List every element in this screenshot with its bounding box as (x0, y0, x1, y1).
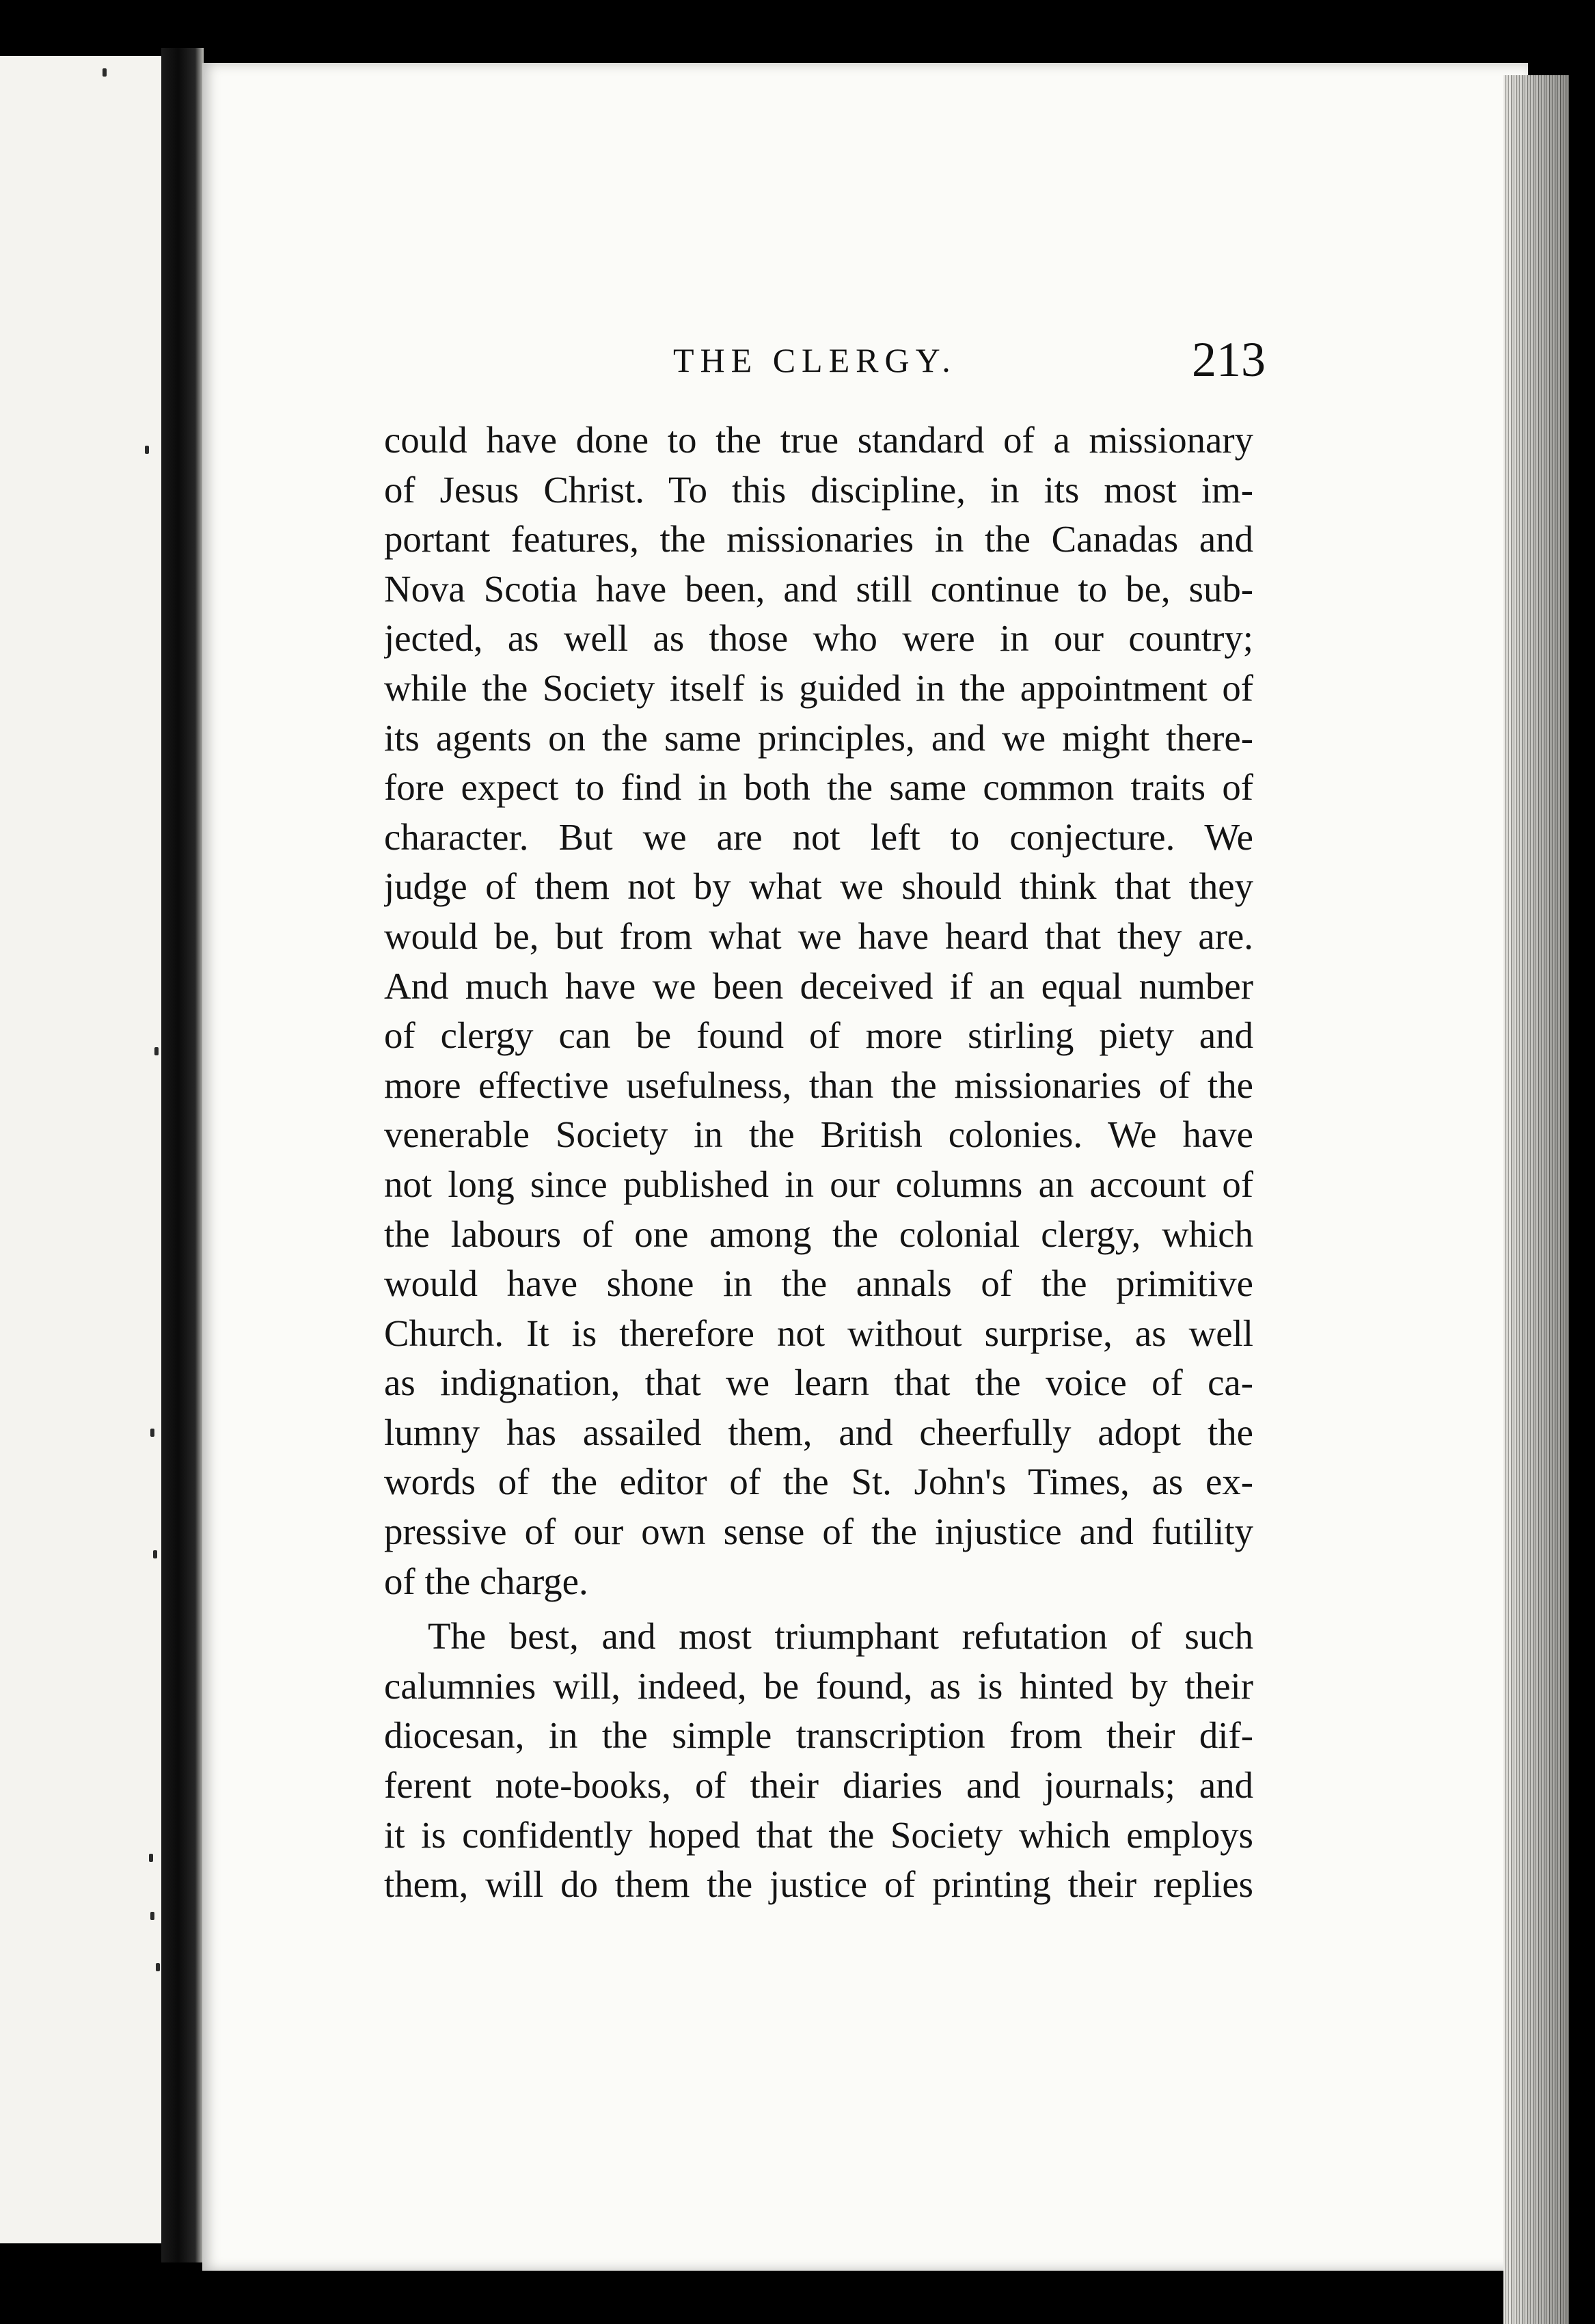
page-number: 213 (1192, 332, 1266, 387)
text-line: Church. It is therefore not without surprise, as well (384, 1312, 1253, 1354)
text-line: venerable Society in the British colonies. We have (384, 1113, 1253, 1156)
text-line: of clergy can be found of more stirling piety and (384, 1014, 1253, 1057)
text-line: diocesan, in the simple transcription from their dif- (384, 1714, 1253, 1757)
page-stack-shadow (1503, 75, 1569, 2324)
running-head: THE CLERGY. (673, 341, 957, 379)
text-line: character. But we are not left to conjecture. We (384, 815, 1253, 858)
paragraph-2 (384, 1612, 1253, 1910)
ink-speck (103, 68, 107, 77)
ink-speck (154, 1047, 159, 1055)
text-line: fore expect to find in both the same common traits of (384, 766, 1253, 809)
text-line: words of the editor of the St. John's Times, as ex- (384, 1461, 1253, 1503)
text-line: as indignation, that we learn that the voice of ca- (384, 1362, 1253, 1404)
previous-page-edge (0, 56, 161, 2243)
text-line: of the charge. (384, 1560, 588, 1602)
text-line: ferent note-books, of their diaries and journals; and (384, 1764, 1253, 1807)
text-line: And much have we been deceived if an equal number (384, 964, 1253, 1007)
text-line: its agents on the same principles, and we might there- (384, 716, 1253, 759)
paragraph-gap (384, 1606, 1253, 1612)
text-line: lumny has assailed them, and cheerfully adopt the (384, 1411, 1253, 1453)
book-gutter (161, 48, 204, 2262)
paragraph-1 (384, 416, 1253, 1606)
ink-speck (150, 1912, 154, 1920)
text-line: of Jesus Christ. To this discipline, in its most im- (384, 468, 1253, 511)
text-line: calumnies will, indeed, be found, as is hinted by their (384, 1664, 1253, 1707)
ink-speck (156, 1963, 160, 1971)
body-text (384, 416, 1253, 1910)
text-line: them, will do them the justice of printing their replies (384, 1863, 1253, 1906)
ink-speck (150, 1429, 154, 1437)
text-line: it is confidently hoped that the Society which employs (384, 1813, 1253, 1856)
ink-speck (149, 1854, 153, 1862)
text-line: while the Society itself is guided in the appointment of (384, 666, 1253, 709)
text-line: the labours of one among the colonial clergy, which (384, 1213, 1253, 1255)
text-line: not long since published in our columns an account of (384, 1163, 1253, 1205)
text-line: could have done to the true standard of a missionary (384, 419, 1253, 461)
text-line: Nova Scotia have been, and still continue to be, sub- (384, 567, 1253, 610)
text-line: judge of them not by what we should think that they (384, 865, 1253, 908)
text-line: would be, but from what we have heard that they are. (384, 915, 1253, 957)
text-line: portant features, the missionaries in the Canadas and (384, 518, 1253, 560)
text-line: jected, as well as those who were in our country; (384, 617, 1253, 660)
ink-speck (145, 446, 149, 454)
text-line: more effective usefulness, than the missionaries of the (384, 1064, 1253, 1106)
ink-speck (153, 1550, 157, 1558)
text-line: pressive of our own sense of the injustice and futility (384, 1511, 1253, 1553)
text-line: would have shone in the annals of the primitive (384, 1262, 1253, 1305)
text-line: The best, and most triumphant refutation of such (428, 1615, 1253, 1658)
